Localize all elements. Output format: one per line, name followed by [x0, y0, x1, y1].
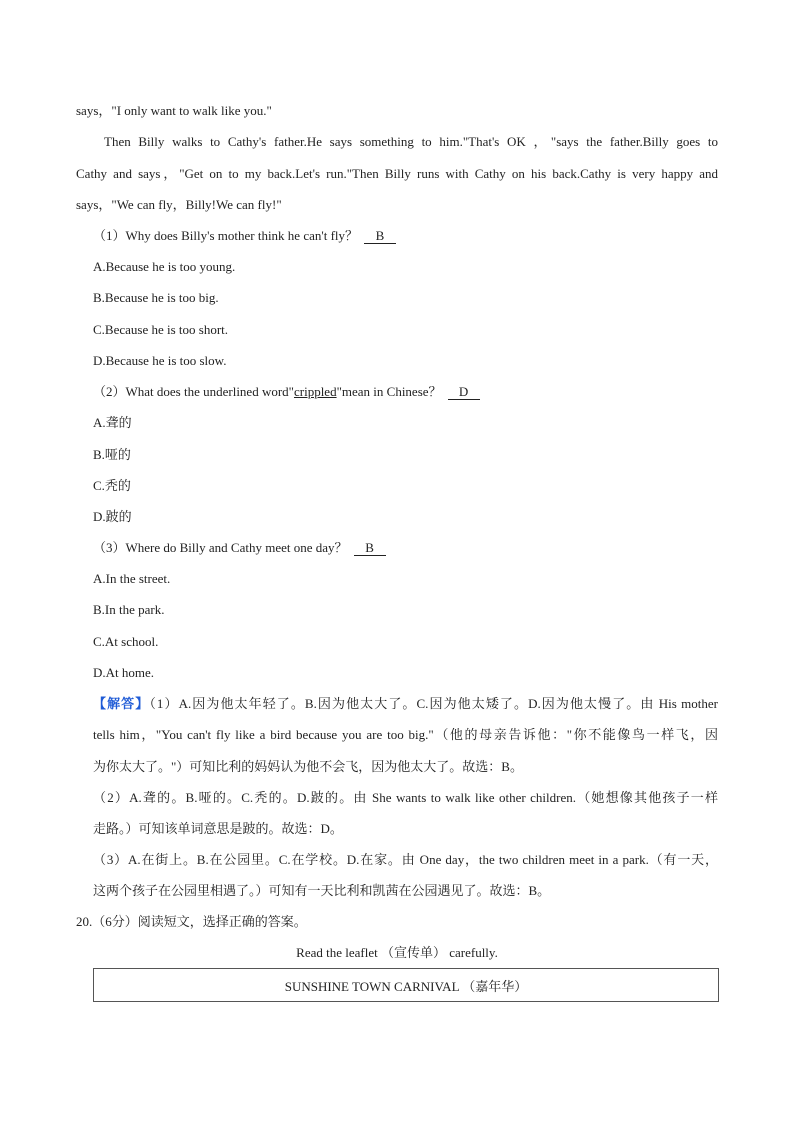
option-d: D.跛的: [93, 509, 132, 524]
option-a: A.聋的: [93, 415, 132, 430]
option-d: D.Because he is too slow.: [93, 353, 227, 368]
leaflet-title: SUNSHINE TOWN CARNIVAL （嘉年华）: [284, 978, 528, 994]
leaflet-title-box: [93, 968, 719, 1002]
question-stem-text: "mean in Chinese？: [336, 384, 442, 399]
question-3-stem: [93, 538, 386, 558]
passage-line: Cathy and says，"Get on to my back.Let's run."Then Billy runs with Cathy on his back.Cathy is very happy and: [76, 166, 718, 181]
answer-blank: B: [354, 540, 386, 556]
question-stem-text: （2）What does the underlined word": [93, 384, 294, 399]
option-a: A.In the street.: [93, 571, 171, 586]
option-c: C.At school.: [93, 634, 159, 649]
question-20-heading: 20.（6分）阅读短文，选择正确的答案。: [76, 914, 307, 929]
option-b: B.Because he is too big.: [93, 290, 219, 305]
passage-line: Then Billy walks to Cathy's father.He says something to him."That's OK ，"says the father.Billy goes to: [104, 134, 718, 149]
option-d: D.At home.: [93, 665, 155, 680]
passage-line: says，"We can fly，Billy!We can fly!": [76, 197, 282, 212]
option-b: B.In the park.: [93, 602, 165, 617]
answer-blank: B: [364, 228, 396, 244]
option-c: C.Because he is too short.: [93, 322, 229, 337]
solution-line: 为你太大了。"）可知比利的妈妈认为他不会飞，因为他太大了。故选：B。: [93, 759, 523, 774]
solution-line: （3）A.在街上。B.在公园里。C.在学校。D.在家。由 One day，the two children meet in a park.（有一天，: [93, 852, 718, 867]
solution-text: （1）A.因为他太年轻了。B.因为他太大了。C.因为他太矮了。D.因为他太慢了。由 His mother: [149, 696, 718, 711]
solution-label: 【解答】: [93, 696, 150, 711]
question-1-stem: [93, 226, 396, 246]
question-stem-text: （1）Why does Billy's mother think he can't fly？: [93, 228, 359, 243]
solution-line: 这两个孩子在公园里相遇了。）可知有一天比利和凯茜在公园遇见了。故选：B。: [93, 883, 551, 898]
underlined-word: crippled: [293, 384, 337, 399]
leaflet-instruction: Read the leaflet （宣传单） carefully.: [296, 945, 498, 960]
passage-line: says，"I only want to walk like you.": [76, 103, 272, 118]
solution-line: tells him，"You can't fly like a bird because you are too big."（他的母亲告诉他："你不能像鸟一样飞，因: [93, 727, 718, 742]
solution-line: 走路。）可知该单词意思是跛的。故选：D。: [93, 821, 343, 836]
solution-line: （2）A.聋的。B.哑的。C.秃的。D.跛的。由 She wants to walk like other children.（她想像其他孩子一样: [93, 790, 718, 805]
question-2-stem: [93, 382, 480, 402]
option-a: A.Because he is too young.: [93, 259, 236, 274]
question-stem-text: （3）Where do Billy and Cathy meet one day？: [93, 540, 348, 555]
answer-blank: D: [448, 384, 480, 400]
solution-line: [93, 694, 718, 714]
option-b: B.哑的: [93, 447, 131, 462]
option-c: C.秃的: [93, 478, 131, 493]
